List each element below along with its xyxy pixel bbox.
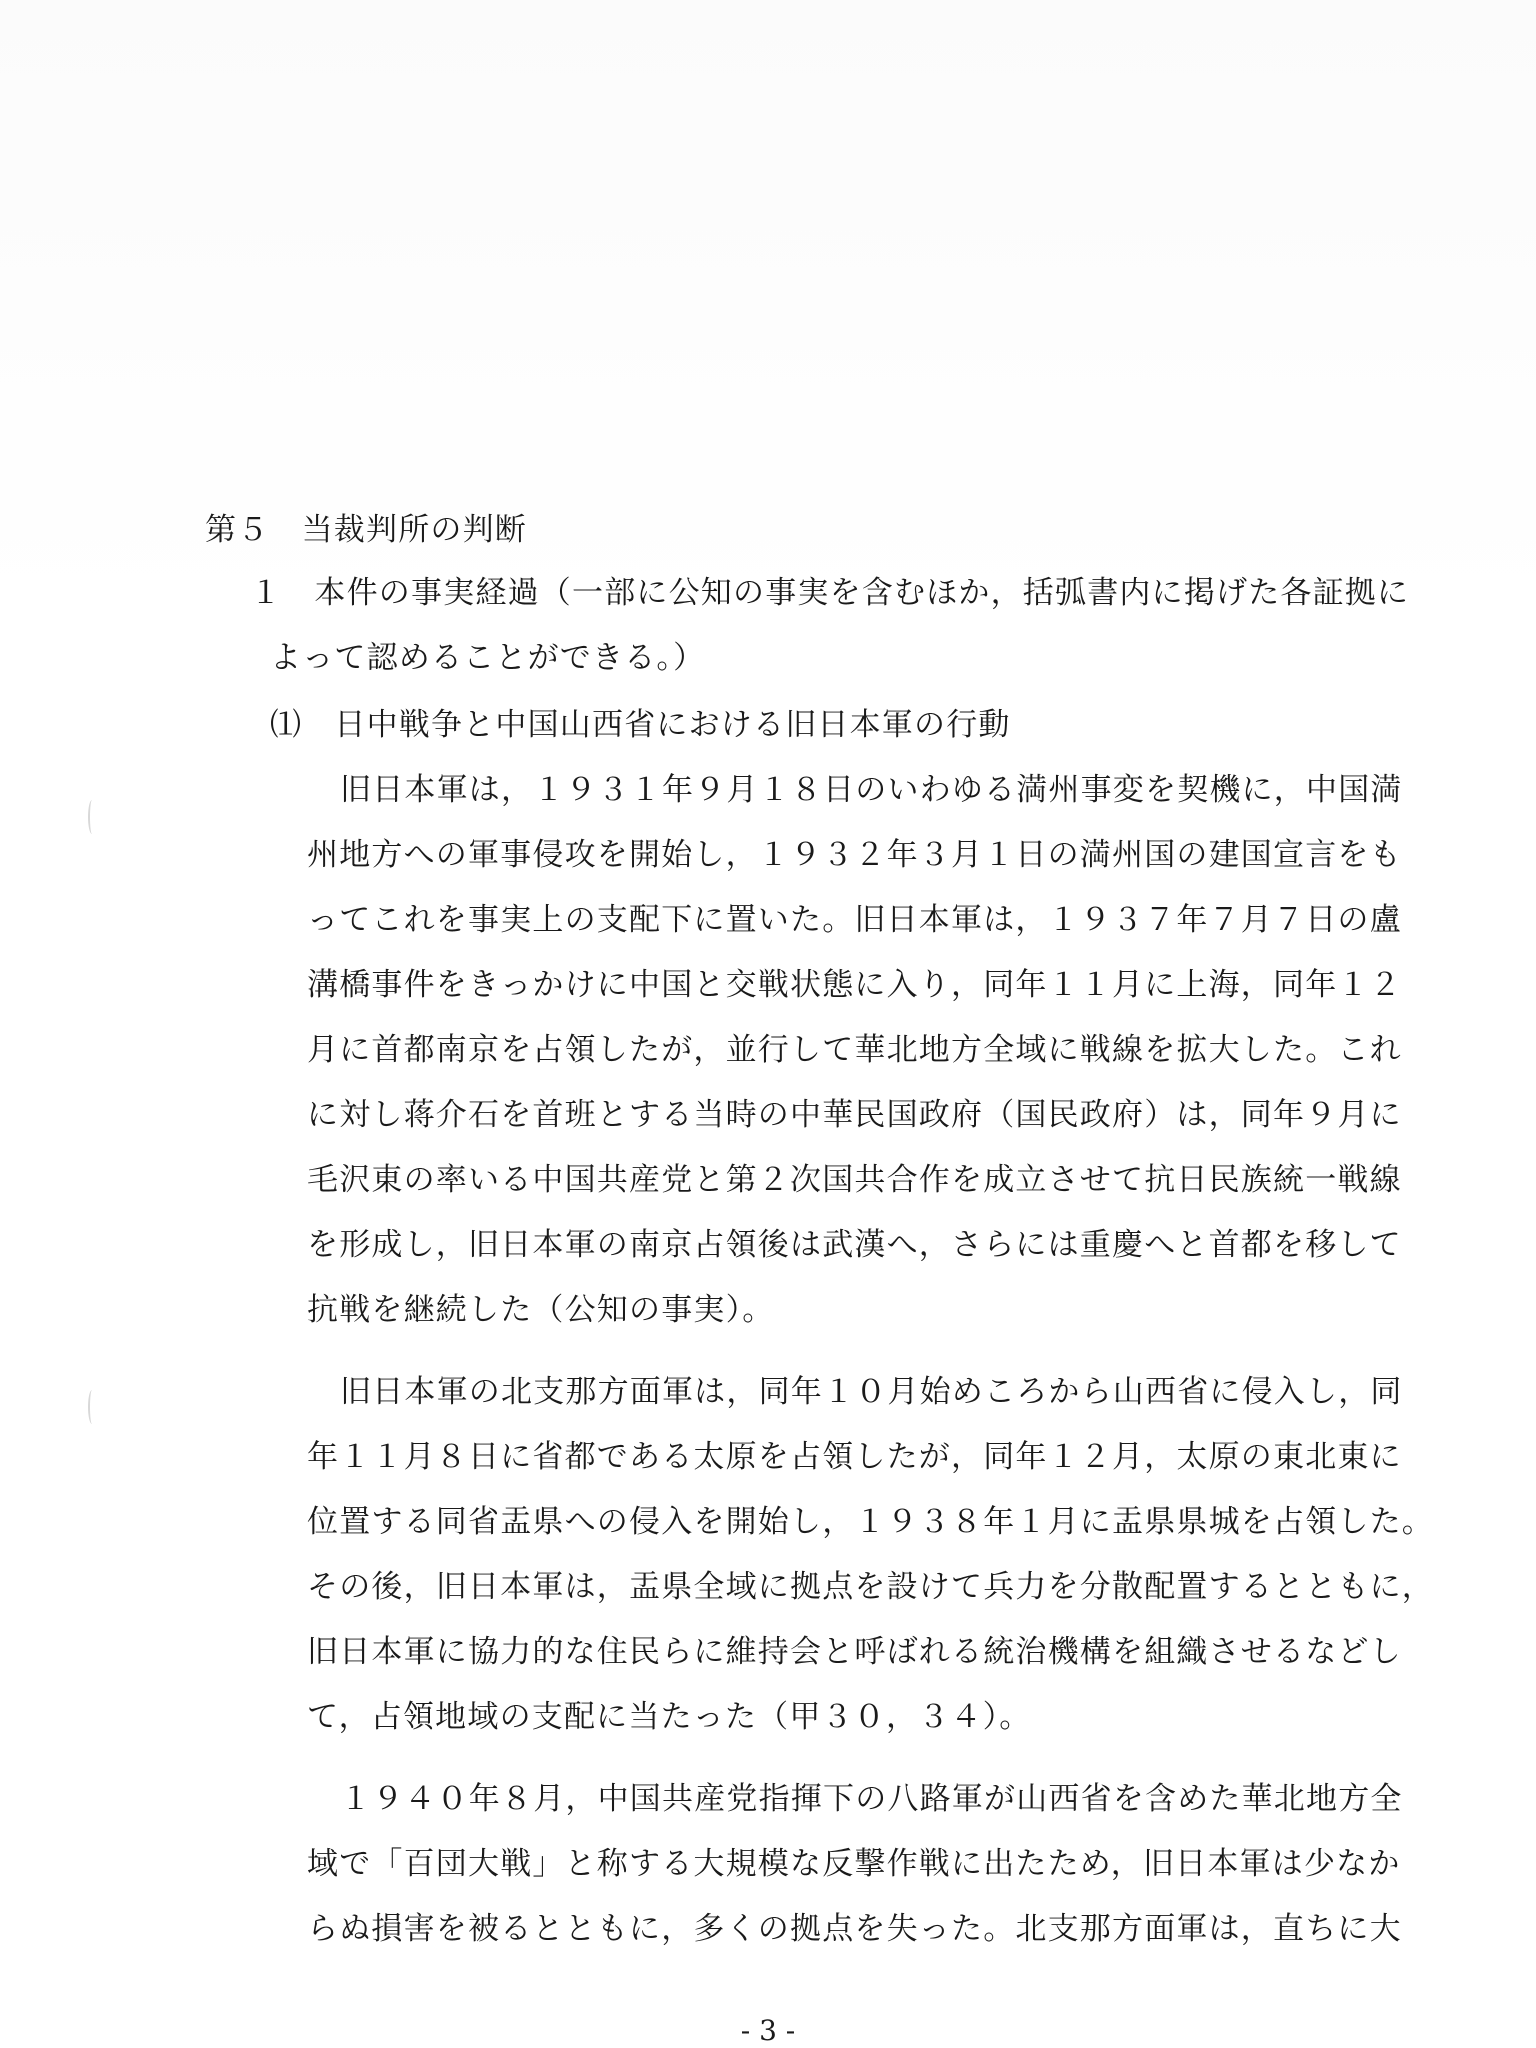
para-1-line-5: 月に首都南京を占領したが，並行して華北地方全域に戦線を拡大した。これ (307, 1032, 1402, 1068)
subsection-number: ⑴ (270, 707, 303, 743)
para-2-line-5: 旧日本軍に協力的な住民らに維持会と呼ばれる統治機構を組織させるなどし (307, 1634, 1402, 1670)
scan-margin-mark (88, 800, 96, 834)
para-1-line-9: 抗戦を継続した（公知の事実）。 (307, 1292, 775, 1328)
scan-margin-mark (88, 1390, 96, 1424)
item-1-number: １ (250, 575, 283, 611)
item-1-text: 本件の事実経過（一部に公知の事実を含むほか，括弧書内に掲げた各証拠に (314, 575, 1410, 611)
page-number: - 3 - (740, 2014, 796, 2047)
para-1-line-7: 毛沢東の率いる中国共産党と第２次国共合作を成立させて抗日民族統一戦線 (307, 1162, 1402, 1198)
item-1-line-1 (250, 573, 1409, 613)
para-1-line-2: 州地方への軍事侵攻を開始し，１９３２年３月１日の満州国の建国宣言をも (307, 837, 1402, 873)
subsection-heading (270, 705, 1011, 745)
para-1-line-8: を形成し，旧日本軍の南京占領後は武漢へ，さらには重慶へと首都を移して (307, 1227, 1402, 1263)
para-3-line-1: １９４０年８月，中国共産党指揮下の八路軍が山西省を含めた華北地方全 (340, 1781, 1403, 1817)
para-3-line-2: 域で「百団大戦」と称する大規模な反撃作戦に出たため，旧日本軍は少なか (307, 1846, 1401, 1882)
para-1-line-6: に対し蒋介石を首班とする当時の中華民国政府（国民政府）は，同年９月に (307, 1097, 1402, 1133)
para-2-line-4: その後，旧日本軍は，盂県全域に拠点を設けて兵力を分散配置するとともに， (307, 1569, 1434, 1605)
para-1-line-4: 溝橋事件をきっかけに中国と交戦状態に入り，同年１１月に上海，同年１２ (307, 967, 1402, 1003)
para-1-line-3: ってこれを事実上の支配下に置いた。旧日本軍は，１９３７年７月７日の盧 (307, 902, 1402, 938)
para-3-line-3: らぬ損害を被るとともに，多くの拠点を失った。北支那方面軍は，直ちに大 (307, 1911, 1402, 1947)
item-1-line-2: よって認めることができる。） (270, 640, 706, 676)
para-2-line-6: て，占領地域の支配に当たった（甲３０，３４）。 (307, 1699, 1032, 1735)
para-1-line-1: 旧日本軍は，１９３１年９月１８日のいわゆる満州事変を契機に，中国満 (340, 772, 1403, 808)
para-2-line-3: 位置する同省盂県への侵入を開始し，１９３８年１月に盂県県城を占領した。 (307, 1504, 1434, 1540)
para-2-line-1: 旧日本軍の北支那方面軍は，同年１０月始めころから山西省に侵入し，同 (340, 1374, 1403, 1410)
para-2-line-2: 年１１月８日に省都である太原を占領したが，同年１２月，太原の東北東に (307, 1439, 1402, 1475)
section-heading: 第５ 当裁判所の判断 (205, 512, 527, 548)
subsection-title: 日中戦争と中国山西省における旧日本軍の行動 (334, 707, 1011, 743)
